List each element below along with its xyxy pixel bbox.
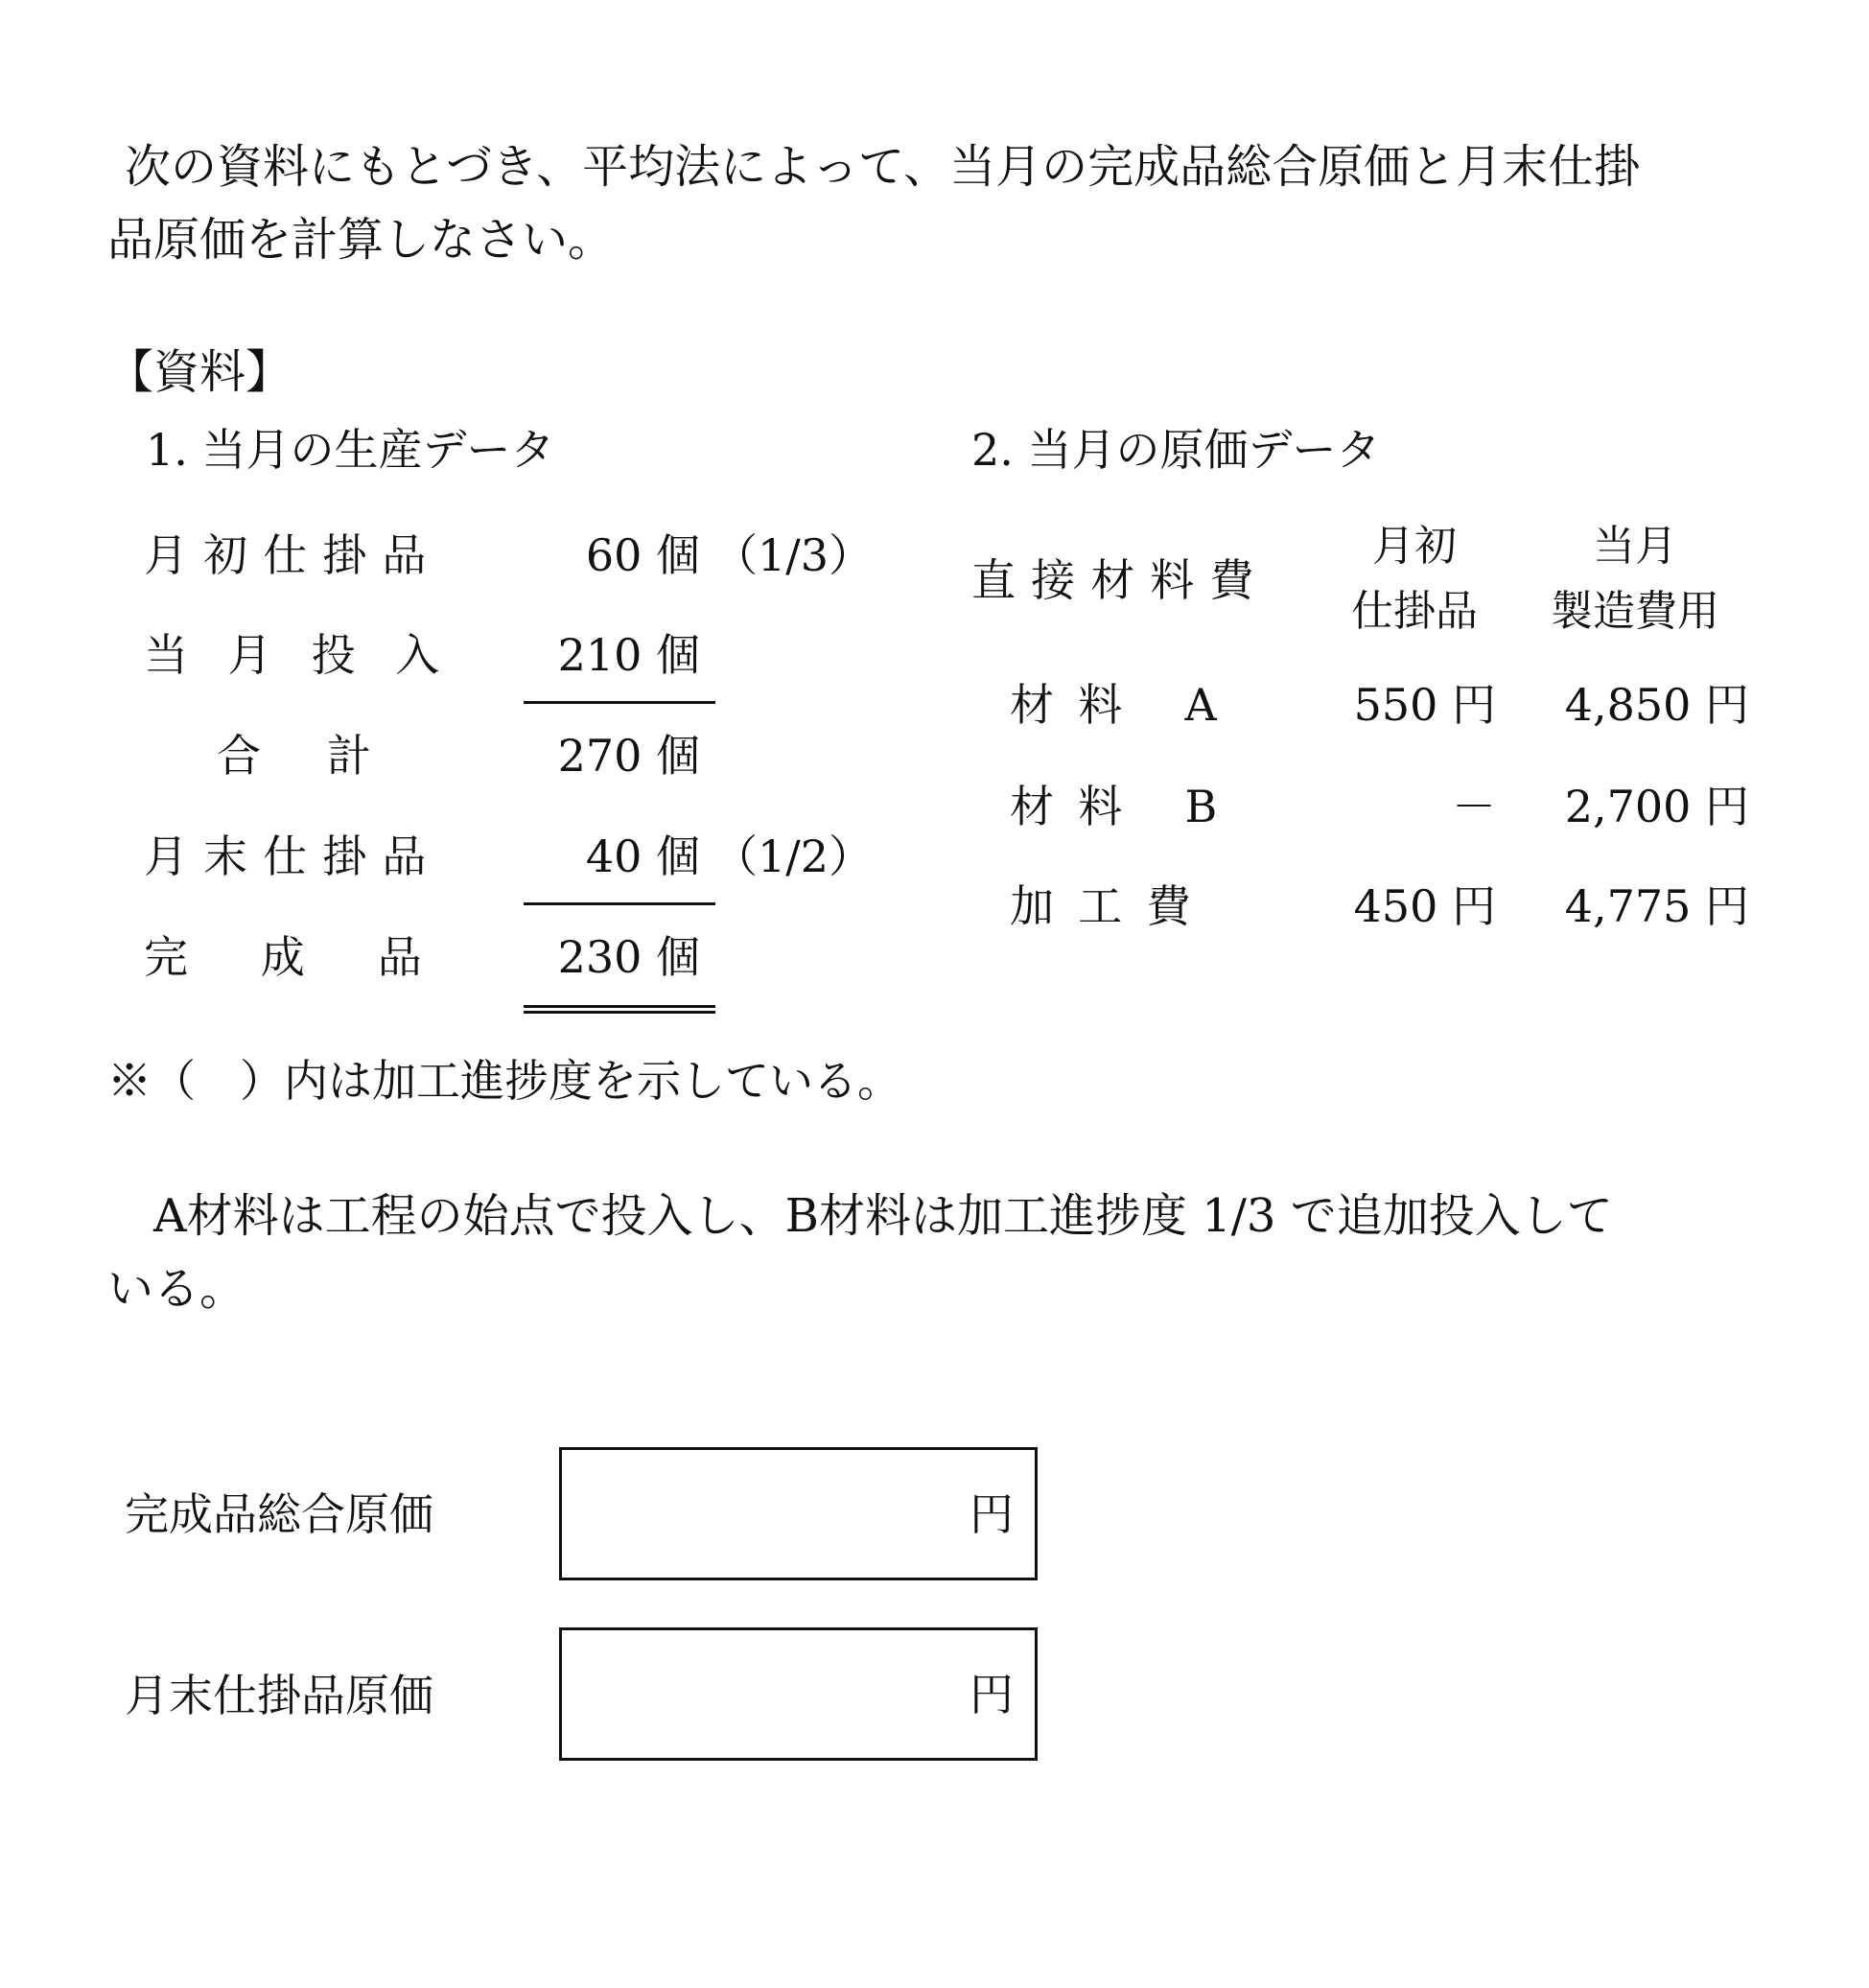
completed-cost-unit: 円 [970, 1487, 1014, 1540]
cost-label-material-b: 材料 B [1010, 781, 1242, 832]
cost-current-conversion: 4,775 円 [1564, 880, 1749, 932]
production-qty-total: 270 個 [557, 730, 700, 782]
answer-label-completed-cost: 完成品総合原価 [125, 1488, 433, 1540]
question-line-1: 次の資料にもとづき、平均法によって、当月の完成品総合原価と月末仕掛 [125, 140, 1641, 194]
production-label-beginning-wip: 月初仕掛品 [144, 529, 442, 581]
ending-wip-cost-answer-field[interactable] [559, 1627, 1038, 1761]
cost-current-material-b: 2,700 円 [1564, 781, 1749, 832]
cost-col-beginning-line1: 月初 [1372, 522, 1457, 571]
ending-wip-cost-unit: 円 [970, 1668, 1014, 1720]
material-heading: 【資料】 [107, 345, 292, 399]
production-label-total: 合計 [217, 730, 437, 782]
cost-heading: 2. 当月の原価データ [971, 424, 1381, 476]
cost-beginning-material-a: 550 円 [1353, 679, 1496, 731]
answer-label-ending-wip-cost: 月末仕掛品原価 [125, 1670, 433, 1721]
production-subtotal-rule [524, 701, 715, 704]
progress-note: ※（ ）内は加工進捗度を示している。 [107, 1055, 901, 1107]
production-label-completed: 完成品 [144, 931, 495, 983]
production-progress-ending-wip: （1/2） [713, 830, 874, 882]
production-label-current-input: 当月投入 [144, 629, 479, 681]
production-progress-beginning-wip: （1/3） [713, 529, 874, 581]
production-double-rule [524, 1005, 715, 1014]
production-qty-current-input: 210 個 [557, 629, 700, 681]
production-qty-ending-wip: 40 個 [585, 830, 700, 882]
cost-current-material-a: 4,850 円 [1564, 679, 1749, 731]
cost-beginning-material-b: － [1452, 781, 1496, 832]
completed-cost-answer-field[interactable] [559, 1447, 1038, 1580]
production-completed-rule [524, 902, 715, 905]
production-heading: 1. 当月の生産データ [146, 424, 555, 476]
instruction-line-1: A材料は工程の始点で投入し、B材料は加工進捗度 1/3 で追加投入して [153, 1189, 1613, 1243]
cost-category-label: 直接材料費 [971, 554, 1270, 606]
cost-col-current-line1: 当月 [1593, 522, 1677, 571]
cost-col-current-line2: 製造費用 [1551, 587, 1719, 636]
production-qty-beginning-wip: 60 個 [585, 529, 700, 581]
instruction-line-2: いる。 [107, 1262, 246, 1316]
production-qty-completed: 230 個 [557, 931, 700, 983]
production-label-ending-wip: 月末仕掛品 [144, 830, 442, 882]
cost-beginning-conversion: 450 円 [1353, 880, 1496, 932]
question-line-2: 品原価を計算しなさい。 [107, 213, 615, 267]
cost-col-beginning-line2: 仕掛品 [1351, 587, 1478, 636]
cost-label-conversion: 加工費 [1010, 880, 1215, 932]
cost-label-material-a: 材料 A [1010, 679, 1242, 731]
